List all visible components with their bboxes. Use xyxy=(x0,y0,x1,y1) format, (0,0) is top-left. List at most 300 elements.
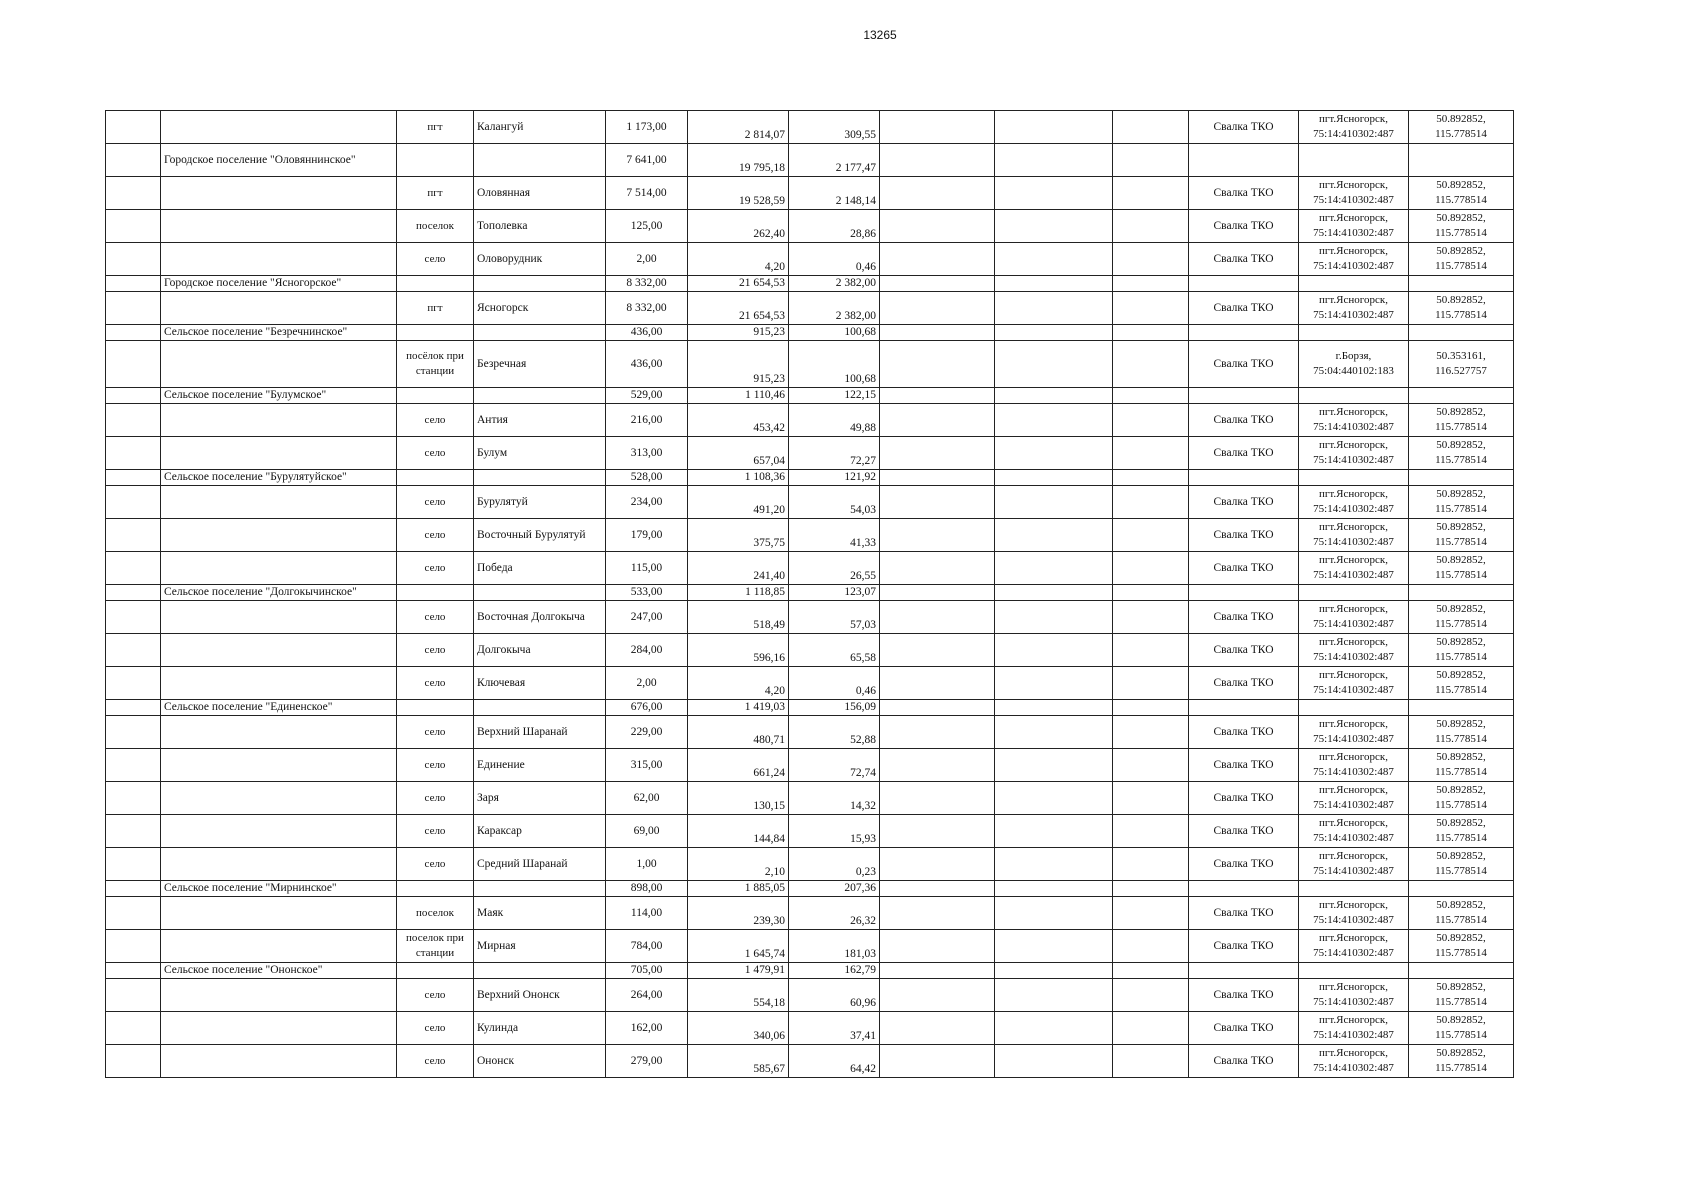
cell-empty-8 xyxy=(880,881,995,897)
cell-index xyxy=(106,930,161,963)
cell-type: село xyxy=(397,716,474,749)
cell-facility: Свалка ТКО xyxy=(1189,210,1299,243)
cell-mass: 54,03 xyxy=(789,486,880,519)
cell-mass: 52,88 xyxy=(789,716,880,749)
cell-mass: 26,55 xyxy=(789,552,880,585)
cell-locality: Бурулятуй xyxy=(474,486,606,519)
cell-empty-8 xyxy=(880,341,995,388)
cell-type xyxy=(397,585,474,601)
cell-empty-10 xyxy=(1113,782,1189,815)
cell-volume: 491,20 xyxy=(688,486,789,519)
cell-empty-9 xyxy=(995,930,1113,963)
table-row xyxy=(106,1045,1514,1078)
cell-empty-10 xyxy=(1113,963,1189,979)
cell-locality: Тополевка xyxy=(474,210,606,243)
cell-empty-10 xyxy=(1113,470,1189,486)
cell-coordinates: 50.892852, 115.778514 xyxy=(1409,979,1514,1012)
cell-locality: Верхний Ононск xyxy=(474,979,606,1012)
cell-empty-8 xyxy=(880,634,995,667)
cell-facility xyxy=(1189,276,1299,292)
cell-facility xyxy=(1189,585,1299,601)
cell-settlement xyxy=(161,667,397,700)
cell-location: пгт.Ясногорск, 75:14:410302:487 xyxy=(1299,815,1409,848)
table-row xyxy=(106,601,1514,634)
cell-empty-10 xyxy=(1113,111,1189,144)
cell-volume: 915,23 xyxy=(688,325,789,341)
settlement-summary-row xyxy=(106,325,1514,341)
cell-coordinates: 50.892852, 115.778514 xyxy=(1409,111,1514,144)
cell-mass: 181,03 xyxy=(789,930,880,963)
cell-empty-8 xyxy=(880,897,995,930)
cell-index xyxy=(106,848,161,881)
cell-empty-8 xyxy=(880,292,995,325)
cell-locality: Булум xyxy=(474,437,606,470)
cell-population: 162,00 xyxy=(606,1012,688,1045)
cell-empty-10 xyxy=(1113,979,1189,1012)
table-row xyxy=(106,210,1514,243)
cell-locality: Заря xyxy=(474,782,606,815)
cell-volume: 21 654,53 xyxy=(688,276,789,292)
cell-facility: Свалка ТКО xyxy=(1189,243,1299,276)
cell-population: 784,00 xyxy=(606,930,688,963)
cell-settlement xyxy=(161,848,397,881)
cell-facility: Свалка ТКО xyxy=(1189,519,1299,552)
cell-settlement xyxy=(161,634,397,667)
cell-empty-9 xyxy=(995,585,1113,601)
cell-index xyxy=(106,388,161,404)
cell-facility: Свалка ТКО xyxy=(1189,782,1299,815)
cell-population: 528,00 xyxy=(606,470,688,486)
cell-locality: Оловорудник xyxy=(474,243,606,276)
cell-mass: 2 148,14 xyxy=(789,177,880,210)
cell-mass: 57,03 xyxy=(789,601,880,634)
cell-coordinates: 50.892852, 115.778514 xyxy=(1409,815,1514,848)
cell-type: пгт xyxy=(397,111,474,144)
cell-type xyxy=(397,144,474,177)
cell-empty-9 xyxy=(995,897,1113,930)
cell-type xyxy=(397,470,474,486)
cell-empty-8 xyxy=(880,815,995,848)
cell-location xyxy=(1299,881,1409,897)
cell-empty-8 xyxy=(880,177,995,210)
cell-population: 436,00 xyxy=(606,325,688,341)
cell-empty-10 xyxy=(1113,716,1189,749)
cell-index xyxy=(106,963,161,979)
cell-locality xyxy=(474,388,606,404)
cell-locality: Восточная Долгокыча xyxy=(474,601,606,634)
cell-mass: 49,88 xyxy=(789,404,880,437)
cell-empty-8 xyxy=(880,111,995,144)
cell-type: поселок xyxy=(397,897,474,930)
cell-type: пгт xyxy=(397,292,474,325)
cell-empty-9 xyxy=(995,881,1113,897)
table-row xyxy=(106,341,1514,388)
cell-empty-10 xyxy=(1113,437,1189,470)
cell-mass: 207,36 xyxy=(789,881,880,897)
cell-volume: 1 645,74 xyxy=(688,930,789,963)
cell-volume: 130,15 xyxy=(688,782,789,815)
cell-empty-9 xyxy=(995,963,1113,979)
cell-location: пгт.Ясногорск, 75:14:410302:487 xyxy=(1299,437,1409,470)
cell-empty-9 xyxy=(995,815,1113,848)
cell-index xyxy=(106,979,161,1012)
cell-index xyxy=(106,1045,161,1078)
cell-mass: 37,41 xyxy=(789,1012,880,1045)
cell-empty-9 xyxy=(995,519,1113,552)
cell-volume: 480,71 xyxy=(688,716,789,749)
table-row xyxy=(106,815,1514,848)
table-row xyxy=(106,144,1514,177)
cell-empty-9 xyxy=(995,404,1113,437)
cell-locality: Калангуй xyxy=(474,111,606,144)
cell-mass: 156,09 xyxy=(789,700,880,716)
cell-settlement xyxy=(161,897,397,930)
cell-type xyxy=(397,276,474,292)
cell-locality xyxy=(474,144,606,177)
cell-coordinates: 50.892852, 115.778514 xyxy=(1409,1045,1514,1078)
cell-index xyxy=(106,177,161,210)
cell-location: пгт.Ясногорск, 75:14:410302:487 xyxy=(1299,1045,1409,1078)
cell-mass: 28,86 xyxy=(789,210,880,243)
cell-settlement xyxy=(161,552,397,585)
cell-locality: Ключевая xyxy=(474,667,606,700)
cell-location: г.Борзя, 75:04:440102:183 xyxy=(1299,341,1409,388)
cell-facility: Свалка ТКО xyxy=(1189,634,1299,667)
cell-empty-10 xyxy=(1113,486,1189,519)
cell-empty-9 xyxy=(995,1045,1113,1078)
table-row xyxy=(106,667,1514,700)
cell-type xyxy=(397,881,474,897)
table-row xyxy=(106,930,1514,963)
cell-index xyxy=(106,1012,161,1045)
table-row xyxy=(106,1012,1514,1045)
table-row xyxy=(106,519,1514,552)
cell-coordinates: 50.892852, 115.778514 xyxy=(1409,486,1514,519)
cell-location xyxy=(1299,325,1409,341)
table-row xyxy=(106,437,1514,470)
cell-locality: Единение xyxy=(474,749,606,782)
cell-settlement: Сельское поселение "Бурулятуйское" xyxy=(161,470,397,486)
table-row xyxy=(106,979,1514,1012)
cell-location: пгт.Ясногорск, 75:14:410302:487 xyxy=(1299,979,1409,1012)
table-body xyxy=(106,111,1514,1078)
cell-population: 898,00 xyxy=(606,881,688,897)
cell-type: село xyxy=(397,243,474,276)
cell-locality xyxy=(474,881,606,897)
cell-volume: 4,20 xyxy=(688,243,789,276)
cell-empty-10 xyxy=(1113,519,1189,552)
cell-facility: Свалка ТКО xyxy=(1189,1012,1299,1045)
cell-mass: 121,92 xyxy=(789,470,880,486)
cell-coordinates: 50.892852, 115.778514 xyxy=(1409,601,1514,634)
cell-volume: 340,06 xyxy=(688,1012,789,1045)
settlement-summary-row xyxy=(106,585,1514,601)
cell-type: пгт xyxy=(397,177,474,210)
cell-settlement xyxy=(161,716,397,749)
cell-empty-8 xyxy=(880,1012,995,1045)
cell-coordinates: 50.892852, 115.778514 xyxy=(1409,177,1514,210)
table-row xyxy=(106,404,1514,437)
cell-index xyxy=(106,782,161,815)
cell-locality: Верхний Шаранай xyxy=(474,716,606,749)
cell-coordinates: 50.892852, 115.778514 xyxy=(1409,667,1514,700)
cell-mass: 72,27 xyxy=(789,437,880,470)
cell-empty-10 xyxy=(1113,881,1189,897)
cell-empty-10 xyxy=(1113,897,1189,930)
cell-volume: 241,40 xyxy=(688,552,789,585)
page-number: 13265 xyxy=(863,28,897,42)
cell-mass: 64,42 xyxy=(789,1045,880,1078)
cell-coordinates: 50.892852, 115.778514 xyxy=(1409,404,1514,437)
cell-empty-8 xyxy=(880,667,995,700)
cell-empty-9 xyxy=(995,700,1113,716)
cell-facility: Свалка ТКО xyxy=(1189,667,1299,700)
cell-type: поселок при станции xyxy=(397,930,474,963)
cell-mass: 162,79 xyxy=(789,963,880,979)
cell-population: 1 173,00 xyxy=(606,111,688,144)
cell-volume: 657,04 xyxy=(688,437,789,470)
cell-empty-10 xyxy=(1113,1012,1189,1045)
cell-coordinates: 50.892852, 115.778514 xyxy=(1409,437,1514,470)
cell-location: пгт.Ясногорск, 75:14:410302:487 xyxy=(1299,292,1409,325)
cell-index xyxy=(106,552,161,585)
cell-index xyxy=(106,210,161,243)
cell-location: пгт.Ясногорск, 75:14:410302:487 xyxy=(1299,552,1409,585)
cell-volume: 661,24 xyxy=(688,749,789,782)
cell-population: 234,00 xyxy=(606,486,688,519)
cell-locality: Восточный Бурулятуй xyxy=(474,519,606,552)
cell-population: 1,00 xyxy=(606,848,688,881)
cell-volume: 21 654,53 xyxy=(688,292,789,325)
cell-empty-9 xyxy=(995,716,1113,749)
cell-index xyxy=(106,470,161,486)
cell-population: 247,00 xyxy=(606,601,688,634)
cell-empty-10 xyxy=(1113,930,1189,963)
cell-mass: 0,46 xyxy=(789,243,880,276)
cell-empty-8 xyxy=(880,470,995,486)
cell-location: пгт.Ясногорск, 75:14:410302:487 xyxy=(1299,749,1409,782)
cell-population: 676,00 xyxy=(606,700,688,716)
cell-coordinates: 50.892852, 115.778514 xyxy=(1409,897,1514,930)
cell-facility: Свалка ТКО xyxy=(1189,341,1299,388)
cell-index xyxy=(106,292,161,325)
cell-settlement xyxy=(161,519,397,552)
settlement-summary-row xyxy=(106,700,1514,716)
cell-empty-10 xyxy=(1113,848,1189,881)
cell-type: село xyxy=(397,519,474,552)
cell-index xyxy=(106,815,161,848)
cell-index xyxy=(106,437,161,470)
cell-mass: 100,68 xyxy=(789,325,880,341)
cell-location: пгт.Ясногорск, 75:14:410302:487 xyxy=(1299,848,1409,881)
cell-population: 216,00 xyxy=(606,404,688,437)
cell-population: 179,00 xyxy=(606,519,688,552)
cell-facility: Свалка ТКО xyxy=(1189,716,1299,749)
cell-location: пгт.Ясногорск, 75:14:410302:487 xyxy=(1299,601,1409,634)
cell-empty-9 xyxy=(995,782,1113,815)
cell-settlement: Городское поселение "Ясногорское" xyxy=(161,276,397,292)
cell-volume: 144,84 xyxy=(688,815,789,848)
cell-settlement: Сельское поселение "Мирнинское" xyxy=(161,881,397,897)
cell-volume: 239,30 xyxy=(688,897,789,930)
cell-settlement xyxy=(161,1012,397,1045)
cell-settlement xyxy=(161,979,397,1012)
cell-settlement: Сельское поселение "Булумское" xyxy=(161,388,397,404)
cell-empty-9 xyxy=(995,848,1113,881)
table-row xyxy=(106,897,1514,930)
cell-facility: Свалка ТКО xyxy=(1189,930,1299,963)
cell-empty-10 xyxy=(1113,276,1189,292)
cell-index xyxy=(106,897,161,930)
cell-coordinates xyxy=(1409,963,1514,979)
settlement-summary-row xyxy=(106,470,1514,486)
cell-locality: Кулинда xyxy=(474,1012,606,1045)
cell-facility: Свалка ТКО xyxy=(1189,979,1299,1012)
cell-settlement xyxy=(161,930,397,963)
cell-locality: Безречная xyxy=(474,341,606,388)
cell-empty-8 xyxy=(880,782,995,815)
cell-empty-10 xyxy=(1113,601,1189,634)
cell-coordinates xyxy=(1409,325,1514,341)
cell-volume: 4,20 xyxy=(688,667,789,700)
cell-mass: 2 382,00 xyxy=(789,276,880,292)
cell-empty-10 xyxy=(1113,634,1189,667)
cell-population: 529,00 xyxy=(606,388,688,404)
cell-population: 7 641,00 xyxy=(606,144,688,177)
cell-facility: Свалка ТКО xyxy=(1189,552,1299,585)
cell-settlement xyxy=(161,601,397,634)
cell-mass: 2 382,00 xyxy=(789,292,880,325)
cell-empty-8 xyxy=(880,486,995,519)
cell-facility: Свалка ТКО xyxy=(1189,749,1299,782)
settlement-summary-row xyxy=(106,881,1514,897)
cell-type: село xyxy=(397,979,474,1012)
cell-facility xyxy=(1189,388,1299,404)
cell-population: 264,00 xyxy=(606,979,688,1012)
cell-index xyxy=(106,585,161,601)
cell-location: пгт.Ясногорск, 75:14:410302:487 xyxy=(1299,930,1409,963)
cell-empty-9 xyxy=(995,292,1113,325)
cell-empty-10 xyxy=(1113,292,1189,325)
cell-location xyxy=(1299,700,1409,716)
table-row xyxy=(106,749,1514,782)
cell-location xyxy=(1299,276,1409,292)
cell-type: поселок xyxy=(397,210,474,243)
cell-index xyxy=(106,276,161,292)
cell-coordinates: 50.892852, 115.778514 xyxy=(1409,519,1514,552)
cell-location: пгт.Ясногорск, 75:14:410302:487 xyxy=(1299,634,1409,667)
cell-facility xyxy=(1189,144,1299,177)
cell-mass: 26,32 xyxy=(789,897,880,930)
cell-coordinates: 50.892852, 115.778514 xyxy=(1409,634,1514,667)
cell-empty-9 xyxy=(995,1012,1113,1045)
cell-volume: 1 110,46 xyxy=(688,388,789,404)
cell-type: село xyxy=(397,815,474,848)
cell-index xyxy=(106,716,161,749)
cell-empty-9 xyxy=(995,749,1113,782)
cell-facility xyxy=(1189,325,1299,341)
cell-facility: Свалка ТКО xyxy=(1189,601,1299,634)
cell-index xyxy=(106,243,161,276)
cell-index xyxy=(106,519,161,552)
table-row xyxy=(106,243,1514,276)
table-row xyxy=(106,552,1514,585)
cell-empty-10 xyxy=(1113,243,1189,276)
cell-empty-10 xyxy=(1113,552,1189,585)
cell-type: село xyxy=(397,667,474,700)
cell-empty-10 xyxy=(1113,177,1189,210)
table-row xyxy=(106,716,1514,749)
cell-type xyxy=(397,700,474,716)
cell-location xyxy=(1299,388,1409,404)
cell-settlement xyxy=(161,243,397,276)
cell-type: село xyxy=(397,848,474,881)
cell-coordinates: 50.892852, 115.778514 xyxy=(1409,716,1514,749)
cell-empty-9 xyxy=(995,552,1113,585)
cell-facility xyxy=(1189,700,1299,716)
cell-empty-9 xyxy=(995,325,1113,341)
cell-empty-9 xyxy=(995,601,1113,634)
cell-empty-8 xyxy=(880,1045,995,1078)
cell-type: село xyxy=(397,749,474,782)
cell-settlement xyxy=(161,341,397,388)
cell-empty-9 xyxy=(995,979,1113,1012)
cell-volume: 915,23 xyxy=(688,341,789,388)
cell-coordinates xyxy=(1409,585,1514,601)
cell-index xyxy=(106,700,161,716)
cell-locality: Караксар xyxy=(474,815,606,848)
cell-index xyxy=(106,325,161,341)
cell-empty-10 xyxy=(1113,815,1189,848)
cell-settlement: Сельское поселение "Единенское" xyxy=(161,700,397,716)
cell-facility: Свалка ТКО xyxy=(1189,815,1299,848)
cell-locality: Мирная xyxy=(474,930,606,963)
cell-type: село xyxy=(397,601,474,634)
cell-mass: 122,15 xyxy=(789,388,880,404)
cell-empty-8 xyxy=(880,749,995,782)
cell-empty-9 xyxy=(995,437,1113,470)
cell-location: пгт.Ясногорск, 75:14:410302:487 xyxy=(1299,243,1409,276)
cell-location: пгт.Ясногорск, 75:14:410302:487 xyxy=(1299,782,1409,815)
cell-index xyxy=(106,486,161,519)
cell-coordinates: 50.892852, 115.778514 xyxy=(1409,782,1514,815)
cell-coordinates: 50.892852, 115.778514 xyxy=(1409,243,1514,276)
cell-mass: 14,32 xyxy=(789,782,880,815)
cell-index xyxy=(106,634,161,667)
cell-coordinates xyxy=(1409,470,1514,486)
cell-volume: 554,18 xyxy=(688,979,789,1012)
cell-volume: 518,49 xyxy=(688,601,789,634)
cell-empty-10 xyxy=(1113,404,1189,437)
cell-volume: 1 108,36 xyxy=(688,470,789,486)
cell-type: село xyxy=(397,437,474,470)
cell-settlement xyxy=(161,782,397,815)
cell-type: село xyxy=(397,486,474,519)
cell-empty-9 xyxy=(995,243,1113,276)
cell-settlement: Сельское поселение "Безречнинское" xyxy=(161,325,397,341)
cell-population: 705,00 xyxy=(606,963,688,979)
cell-empty-9 xyxy=(995,210,1113,243)
cell-coordinates: 50.892852, 115.778514 xyxy=(1409,292,1514,325)
table-row xyxy=(106,177,1514,210)
cell-type: село xyxy=(397,404,474,437)
cell-empty-10 xyxy=(1113,144,1189,177)
cell-volume: 19 528,59 xyxy=(688,177,789,210)
cell-coordinates: 50.892852, 115.778514 xyxy=(1409,1012,1514,1045)
cell-location xyxy=(1299,585,1409,601)
cell-empty-9 xyxy=(995,144,1113,177)
cell-locality xyxy=(474,700,606,716)
